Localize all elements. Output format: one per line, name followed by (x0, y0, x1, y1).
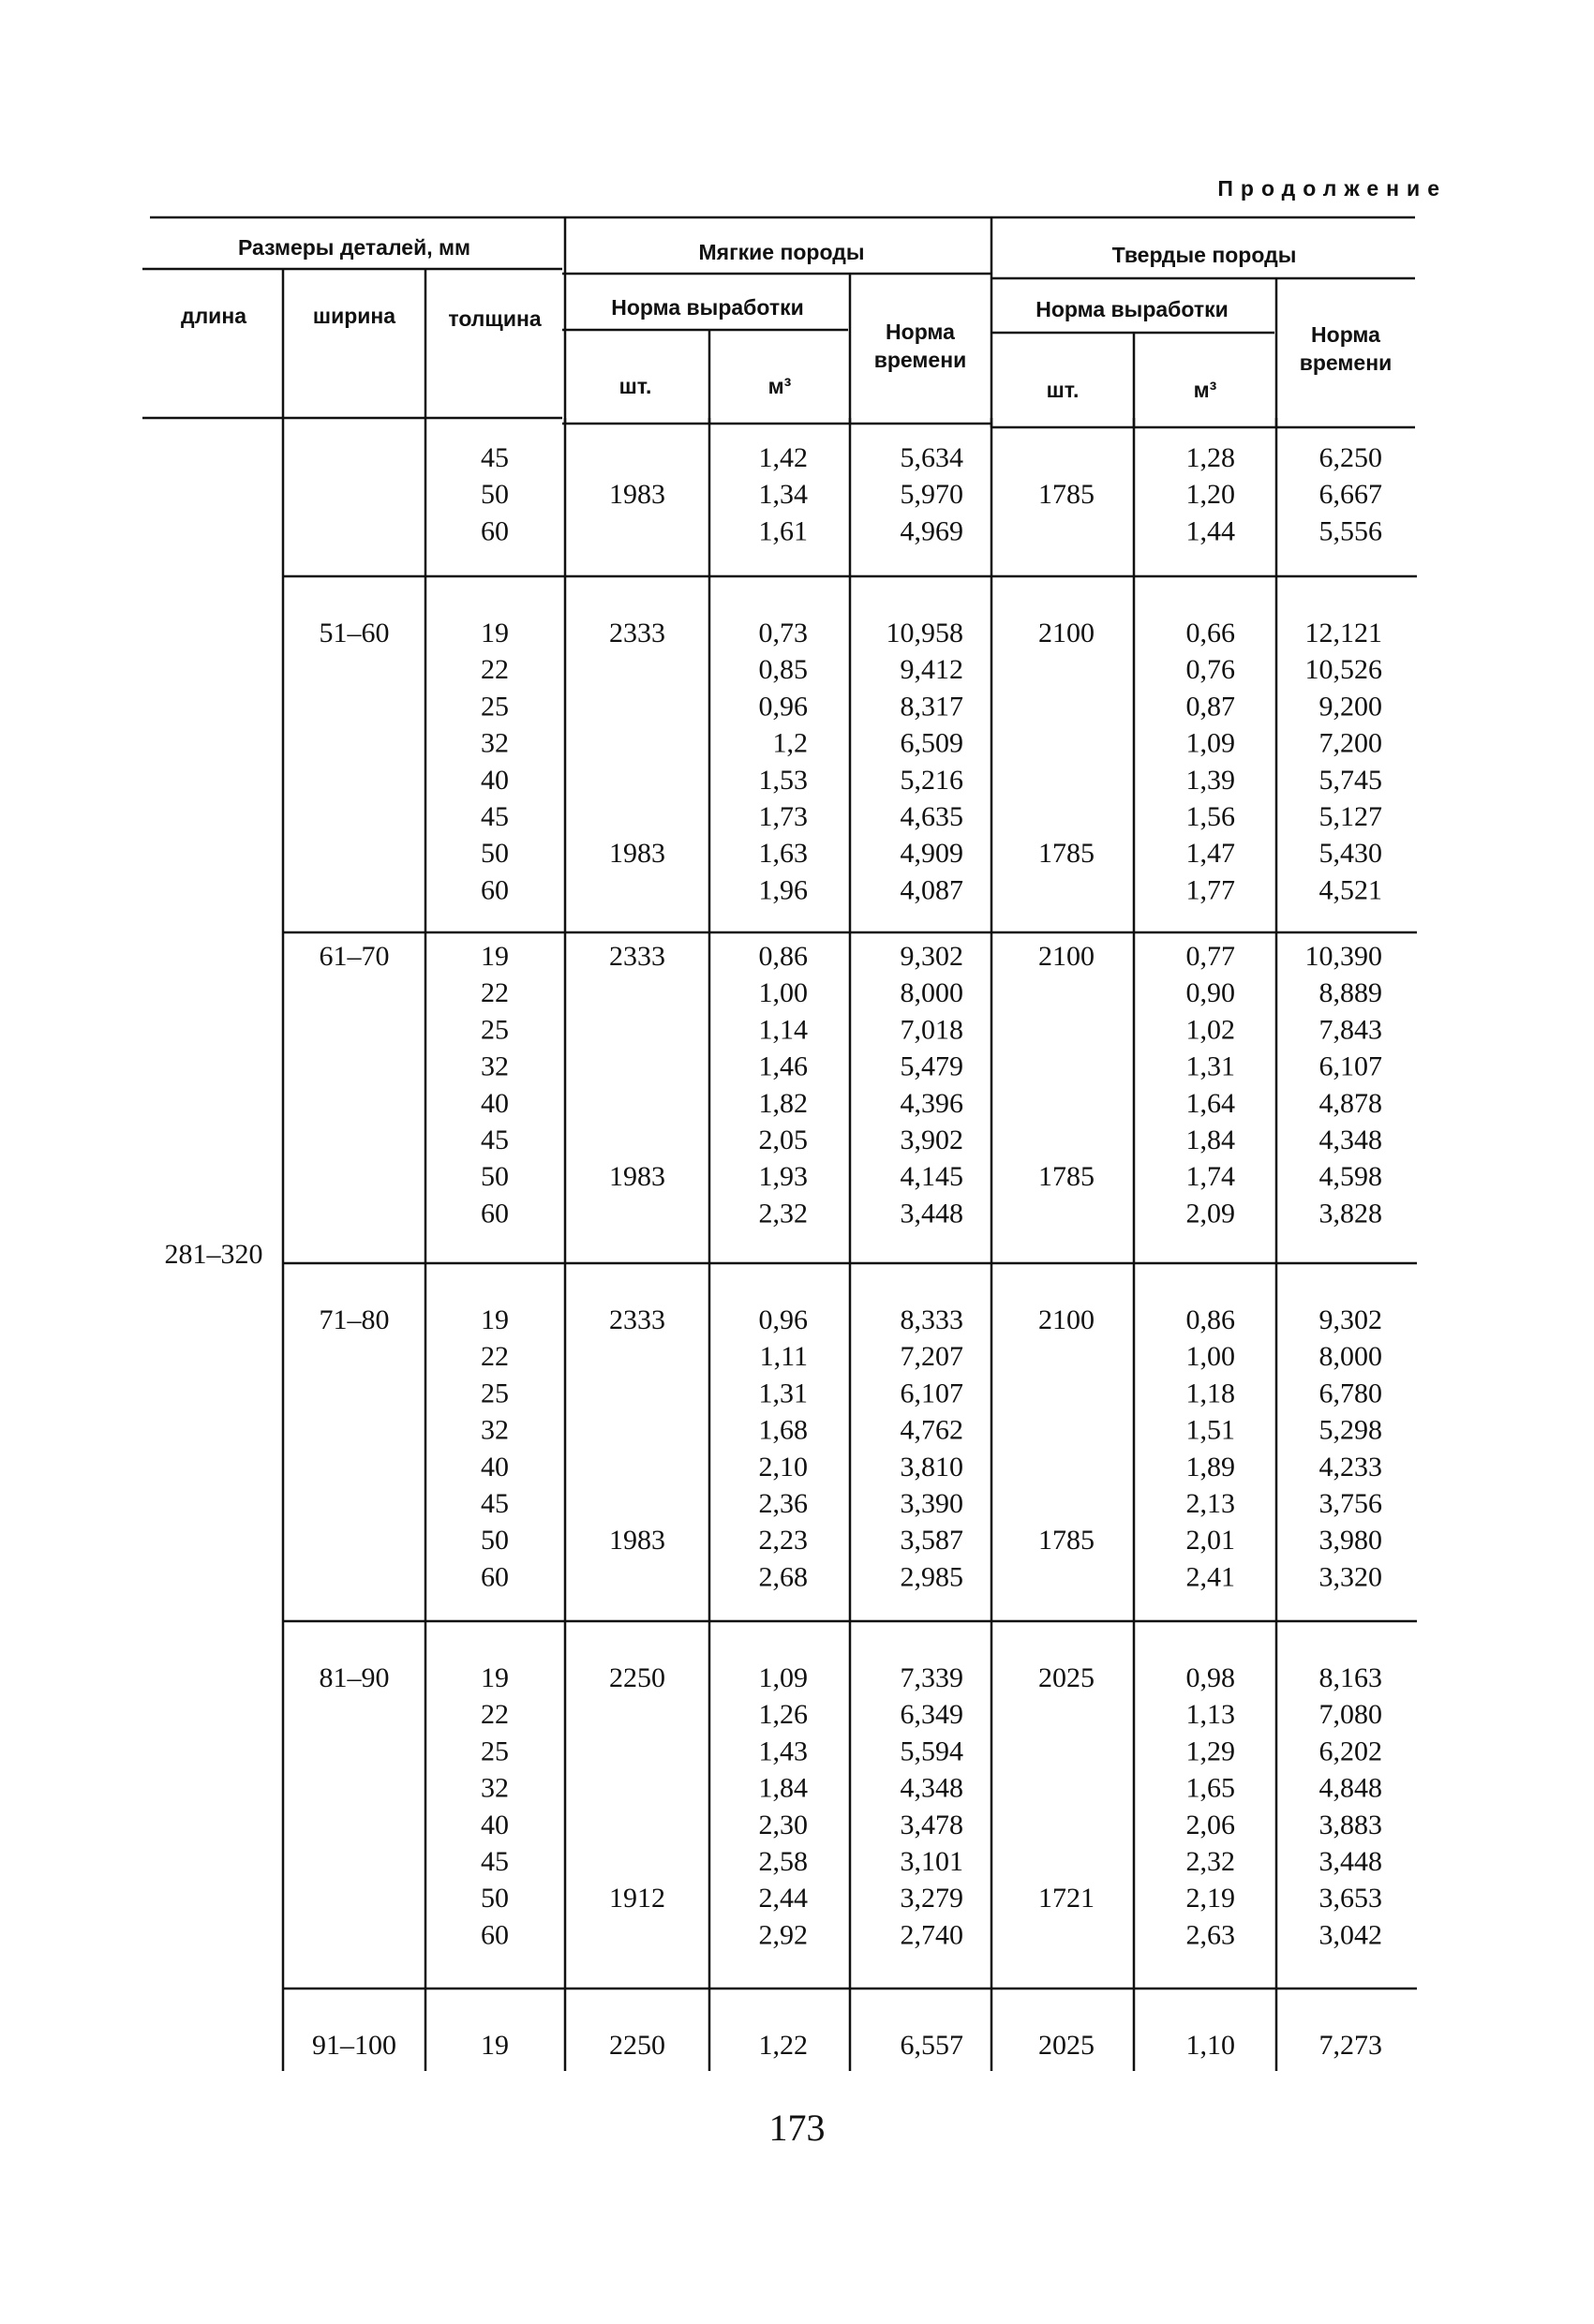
soft-pcs-cell: 2250 (609, 1662, 665, 1693)
thickness-cell: 60 (481, 515, 509, 547)
hard-time-norm-cell: 5,127 (1318, 801, 1382, 832)
soft-time-norm-cell: 7,339 (900, 1662, 963, 1693)
thickness-cell: 25 (481, 691, 509, 723)
hard-time-norm-cell: 10,526 (1304, 654, 1382, 686)
soft-pcs-cell: 1983 (609, 1525, 665, 1557)
soft-time-norm-cell: 9,412 (900, 654, 963, 686)
thickness-cell: 32 (481, 727, 509, 759)
hard-time-norm-cell: 4,521 (1318, 874, 1382, 906)
soft-m3-cell: 2,68 (758, 1561, 808, 1593)
width-value: 81–90 (319, 1662, 390, 1693)
hard-time-norm-cell: 5,298 (1318, 1414, 1382, 1446)
hard-m3-cell: 1,09 (1185, 727, 1235, 759)
thickness-header: толщина (448, 306, 542, 331)
hard-m3-cell: 2,13 (1185, 1488, 1235, 1519)
hard-time-norm-cell: 8,000 (1318, 1341, 1382, 1373)
hard-m3-cell: 1,47 (1185, 838, 1235, 870)
soft-pcs-cell: 2333 (609, 941, 665, 972)
thickness-cell: 50 (481, 838, 509, 870)
hard-time-norm-cell: 3,653 (1318, 1883, 1382, 1914)
soft-m3-cell: 1,63 (758, 838, 808, 870)
hard-time-norm-cell: 5,745 (1318, 764, 1382, 796)
thickness-cell: 50 (481, 1161, 509, 1193)
soft-m3-cell: 2,92 (758, 1919, 808, 1951)
hard-time-norm-cell: 6,202 (1318, 1736, 1382, 1767)
soft-time-norm-cell: 6,509 (900, 727, 963, 759)
hard-time-norm-cell: 3,828 (1318, 1198, 1382, 1229)
hard-pcs-header: шт. (1046, 378, 1080, 402)
soft-pcs-header: шт. (618, 374, 652, 398)
continuation-label: Продолжение (1217, 176, 1447, 201)
soft-m3-cell: 1,11 (759, 1341, 808, 1373)
soft-wood-header: Мягкие породы (698, 240, 865, 264)
soft-time-norm-cell: 7,018 (900, 1014, 963, 1046)
hard-pcs-cell: 1785 (1038, 838, 1095, 870)
soft-time-norm-header-line1: Норма (886, 320, 955, 344)
hard-pcs-cell: 1721 (1038, 1883, 1095, 1914)
soft-time-norm-cell: 4,969 (900, 515, 963, 547)
soft-m3-cell: 1,31 (758, 1378, 808, 1409)
soft-time-norm-cell: 6,107 (900, 1378, 963, 1409)
soft-m3-cell: 1,2 (772, 727, 808, 759)
hard-wood-header: Твердые породы (1111, 243, 1297, 267)
soft-time-norm-cell: 3,101 (900, 1846, 963, 1877)
hard-time-norm-cell: 12,121 (1304, 618, 1382, 648)
hard-m3-cell: 1,64 (1185, 1087, 1235, 1119)
hard-m3-cell: 1,89 (1185, 1451, 1235, 1482)
thickness-cell: 50 (481, 1883, 509, 1914)
soft-pcs-cell: 1912 (609, 1883, 665, 1914)
width-value: 91–100 (312, 2030, 396, 2061)
hard-m3-cell: 0,98 (1185, 1662, 1235, 1693)
hard-time-norm-cell: 6,667 (1318, 479, 1382, 511)
soft-m3-cell: 2,23 (758, 1525, 808, 1557)
soft-m3-cell: 1,43 (758, 1736, 808, 1767)
header-labels (181, 235, 1392, 402)
soft-m3-cell: 1,68 (758, 1414, 808, 1446)
soft-m3-cell: 1,96 (758, 874, 808, 906)
soft-m3-cell: 0,96 (758, 1304, 808, 1335)
thickness-cell: 40 (481, 1451, 509, 1482)
soft-time-norm-cell: 2,985 (900, 1561, 963, 1593)
hard-time-norm-cell: 4,878 (1318, 1087, 1382, 1119)
soft-time-norm-cell: 4,348 (900, 1772, 963, 1804)
hard-m3-cell: 0,86 (1185, 1304, 1235, 1335)
hard-time-norm-header-line1: Норма (1311, 322, 1380, 347)
hard-m3-cell: 1,51 (1185, 1414, 1235, 1446)
soft-time-norm-cell: 8,000 (900, 977, 963, 1009)
thickness-cell: 45 (481, 1488, 509, 1519)
thickness-cell: 22 (481, 654, 509, 686)
thickness-cell: 22 (481, 977, 509, 1009)
hard-time-norm-cell: 10,390 (1304, 941, 1382, 972)
thickness-cell: 60 (481, 1561, 509, 1593)
hard-time-norm-cell: 7,843 (1318, 1014, 1382, 1046)
thickness-cell: 22 (481, 1341, 509, 1373)
hard-time-norm-cell: 3,980 (1318, 1525, 1382, 1557)
thickness-cell: 22 (481, 1699, 509, 1731)
hard-pcs-cell: 2100 (1038, 618, 1095, 648)
hard-m3-cell: 1,18 (1185, 1378, 1235, 1409)
soft-m3-cell: 1,61 (758, 515, 808, 547)
width-header: ширина (312, 304, 396, 328)
hard-time-norm-cell: 7,273 (1318, 2030, 1382, 2061)
soft-time-norm-cell: 4,145 (900, 1161, 963, 1193)
body-cells (312, 442, 1382, 2061)
soft-m3-cell: 1,14 (758, 1014, 808, 1046)
hard-time-norm-cell: 8,889 (1318, 977, 1382, 1009)
hard-time-norm-cell: 9,200 (1318, 691, 1382, 723)
soft-time-norm-cell: 5,594 (900, 1736, 963, 1767)
soft-pcs-cell: 1983 (609, 1161, 665, 1193)
soft-time-norm-cell: 3,390 (900, 1488, 963, 1519)
hard-time-norm-cell: 6,107 (1318, 1050, 1382, 1082)
hard-m3-cell: 1,65 (1185, 1772, 1235, 1804)
hard-pcs-cell: 1785 (1038, 479, 1095, 511)
hard-time-norm-cell: 8,163 (1318, 1662, 1382, 1693)
hard-m3-cell: 0,66 (1185, 618, 1235, 648)
soft-m3-cell: 1,34 (758, 479, 808, 511)
hard-time-norm-cell: 3,883 (1318, 1809, 1382, 1840)
thickness-cell: 32 (481, 1050, 509, 1082)
hard-m3-cell: 1,02 (1185, 1014, 1235, 1046)
soft-m3-cell: 2,10 (758, 1451, 808, 1482)
hard-time-norm-cell: 3,320 (1318, 1561, 1382, 1593)
soft-m3-cell: 1,00 (758, 977, 808, 1009)
thickness-cell: 45 (481, 442, 509, 473)
thickness-cell: 19 (481, 618, 509, 648)
hard-time-norm-cell: 4,233 (1318, 1451, 1382, 1482)
soft-m3-cell: 1,93 (758, 1161, 808, 1193)
body-grid (283, 418, 1417, 2071)
hard-time-norm-cell: 6,250 (1318, 442, 1382, 473)
hard-m3-cell: 2,09 (1185, 1198, 1235, 1229)
soft-time-norm-cell: 3,587 (900, 1525, 963, 1557)
soft-m3-cell: 1,26 (758, 1699, 808, 1731)
soft-m3-cell: 2,58 (758, 1846, 808, 1877)
hard-time-norm-cell: 4,348 (1318, 1125, 1382, 1155)
hard-time-norm-cell: 5,430 (1318, 838, 1382, 870)
hard-m3-cell: 2,63 (1185, 1919, 1235, 1951)
thickness-cell: 40 (481, 764, 509, 796)
soft-time-norm-header-line2: времени (873, 348, 967, 372)
soft-time-norm-cell: 5,479 (900, 1050, 963, 1082)
thickness-cell: 40 (481, 1809, 509, 1840)
thickness-cell: 25 (481, 1378, 509, 1409)
hard-m3-cell: 1,77 (1185, 874, 1235, 906)
thickness-cell: 60 (481, 874, 509, 906)
soft-time-norm-cell: 7,207 (900, 1341, 963, 1373)
hard-m3-cell: 1,31 (1185, 1050, 1235, 1082)
hard-m3-cell: 1,29 (1185, 1736, 1235, 1767)
thickness-cell: 25 (481, 1014, 509, 1046)
soft-m3-cell: 0,73 (758, 618, 808, 648)
thickness-cell: 60 (481, 1198, 509, 1229)
soft-pcs-cell: 2333 (609, 1304, 665, 1335)
soft-time-norm-cell: 5,216 (900, 764, 963, 796)
hard-m3-cell: 0,87 (1185, 691, 1235, 723)
hard-pcs-cell: 1785 (1038, 1525, 1095, 1557)
soft-m3-cell: 1,73 (758, 801, 808, 832)
soft-time-norm-cell: 5,970 (900, 479, 963, 511)
hard-pcs-cell: 1785 (1038, 1161, 1095, 1193)
hard-time-norm-cell: 5,556 (1318, 515, 1382, 547)
hard-m3-cell: 1,20 (1185, 479, 1235, 511)
hard-m3-cell: 0,76 (1185, 654, 1235, 686)
soft-pcs-cell: 1983 (609, 479, 665, 511)
soft-time-norm-cell: 4,635 (900, 801, 963, 832)
hard-time-norm-cell: 7,080 (1318, 1699, 1382, 1731)
hard-m3-cell: 1,56 (1185, 801, 1235, 832)
hard-pcs-cell: 2100 (1038, 1304, 1095, 1335)
hard-pcs-cell: 2025 (1038, 2030, 1095, 2061)
width-value: 61–70 (319, 941, 390, 972)
hard-output-norm-header: Норма выработки (1035, 297, 1229, 321)
soft-time-norm-cell: 4,396 (900, 1087, 963, 1119)
length-header: длина (180, 304, 247, 328)
soft-time-norm-cell: 2,740 (900, 1919, 963, 1951)
length-value: 281–320 (164, 1239, 263, 1270)
thickness-cell: 19 (481, 1304, 509, 1335)
hard-m3-cell: 2,41 (1185, 1561, 1235, 1593)
soft-m3-cell: 1,84 (758, 1772, 808, 1804)
soft-time-norm-cell: 4,762 (900, 1414, 963, 1446)
hard-time-norm-cell: 3,756 (1318, 1488, 1382, 1519)
soft-time-norm-cell: 6,557 (900, 2030, 963, 2061)
thickness-cell: 19 (481, 2030, 509, 2061)
soft-time-norm-cell: 3,478 (900, 1809, 963, 1840)
soft-output-norm-header: Норма выработки (611, 295, 804, 320)
hard-m3-cell: 1,84 (1185, 1125, 1235, 1155)
hard-time-norm-cell: 4,598 (1318, 1161, 1382, 1193)
hard-time-norm-header-line2: времени (1299, 350, 1393, 375)
thickness-cell: 25 (481, 1736, 509, 1767)
hard-m3-cell: 1,39 (1185, 764, 1235, 796)
soft-m3-cell: 2,30 (758, 1809, 808, 1840)
thickness-cell: 45 (481, 1125, 509, 1155)
hard-m3-cell: 1,13 (1185, 1699, 1235, 1731)
thickness-cell: 60 (481, 1919, 509, 1951)
hard-time-norm-cell: 7,200 (1318, 727, 1382, 759)
soft-m3-cell: 1,53 (758, 764, 808, 796)
hard-time-norm-cell: 6,780 (1318, 1378, 1382, 1409)
page-number: 173 (768, 2107, 826, 2149)
hard-m3-header: м³ (1193, 378, 1217, 402)
soft-time-norm-cell: 4,087 (900, 874, 963, 906)
thickness-cell: 19 (481, 941, 509, 972)
soft-m3-cell: 0,86 (758, 941, 808, 972)
soft-time-norm-cell: 3,279 (900, 1883, 963, 1914)
hard-time-norm-cell: 4,848 (1318, 1772, 1382, 1804)
soft-m3-cell: 2,36 (758, 1488, 808, 1519)
hard-m3-cell: 0,77 (1185, 941, 1235, 972)
sizes-group-header: Размеры деталей, мм (237, 235, 471, 260)
hard-m3-cell: 2,32 (1185, 1846, 1235, 1877)
soft-m3-cell: 0,85 (758, 654, 808, 686)
hard-m3-cell: 1,10 (1185, 2030, 1235, 2061)
soft-m3-cell: 1,22 (758, 2030, 808, 2061)
soft-pcs-cell: 2250 (609, 2030, 665, 2061)
soft-m3-cell: 2,32 (758, 1198, 808, 1229)
hard-m3-cell: 2,06 (1185, 1809, 1235, 1840)
soft-m3-cell: 1,42 (758, 442, 808, 473)
soft-time-norm-cell: 10,958 (886, 618, 963, 648)
hard-m3-cell: 1,00 (1185, 1341, 1235, 1373)
hard-m3-cell: 2,01 (1185, 1525, 1235, 1557)
thickness-cell: 50 (481, 1525, 509, 1557)
soft-m3-cell: 1,82 (758, 1087, 808, 1119)
soft-time-norm-cell: 3,810 (900, 1451, 963, 1482)
soft-m3-cell: 2,44 (758, 1883, 808, 1914)
hard-time-norm-cell: 3,042 (1318, 1919, 1382, 1951)
thickness-cell: 32 (481, 1414, 509, 1446)
hard-m3-cell: 0,90 (1185, 977, 1235, 1009)
thickness-cell: 19 (481, 1662, 509, 1693)
thickness-cell: 45 (481, 1846, 509, 1877)
hard-m3-cell: 1,44 (1185, 515, 1235, 547)
width-value: 51–60 (319, 618, 390, 648)
soft-time-norm-cell: 4,909 (900, 838, 963, 870)
soft-pcs-cell: 2333 (609, 618, 665, 648)
hard-time-norm-cell: 3,448 (1318, 1846, 1382, 1877)
soft-m3-cell: 1,46 (758, 1050, 808, 1082)
soft-pcs-cell: 1983 (609, 838, 665, 870)
soft-time-norm-cell: 3,902 (900, 1125, 963, 1155)
soft-time-norm-cell: 8,317 (900, 691, 963, 723)
soft-time-norm-cell: 8,333 (900, 1304, 963, 1335)
width-value: 71–80 (319, 1304, 390, 1335)
thickness-cell: 50 (481, 479, 509, 511)
thickness-cell: 45 (481, 801, 509, 832)
soft-time-norm-cell: 5,634 (900, 442, 963, 473)
thickness-cell: 40 (481, 1087, 509, 1119)
hard-m3-cell: 1,74 (1185, 1161, 1235, 1193)
hard-pcs-cell: 2100 (1038, 941, 1095, 972)
soft-m3-cell: 0,96 (758, 691, 808, 723)
hard-m3-cell: 2,19 (1185, 1883, 1235, 1914)
soft-time-norm-cell: 6,349 (900, 1699, 963, 1731)
soft-m3-cell: 2,05 (758, 1125, 808, 1155)
soft-time-norm-cell: 3,448 (900, 1198, 963, 1229)
hard-pcs-cell: 2025 (1038, 1662, 1095, 1693)
soft-time-norm-cell: 9,302 (900, 941, 963, 972)
hard-m3-cell: 1,28 (1185, 442, 1235, 473)
hard-time-norm-cell: 9,302 (1318, 1304, 1382, 1335)
thickness-cell: 32 (481, 1772, 509, 1804)
soft-m3-header: м³ (767, 374, 792, 398)
soft-m3-cell: 1,09 (758, 1662, 808, 1693)
